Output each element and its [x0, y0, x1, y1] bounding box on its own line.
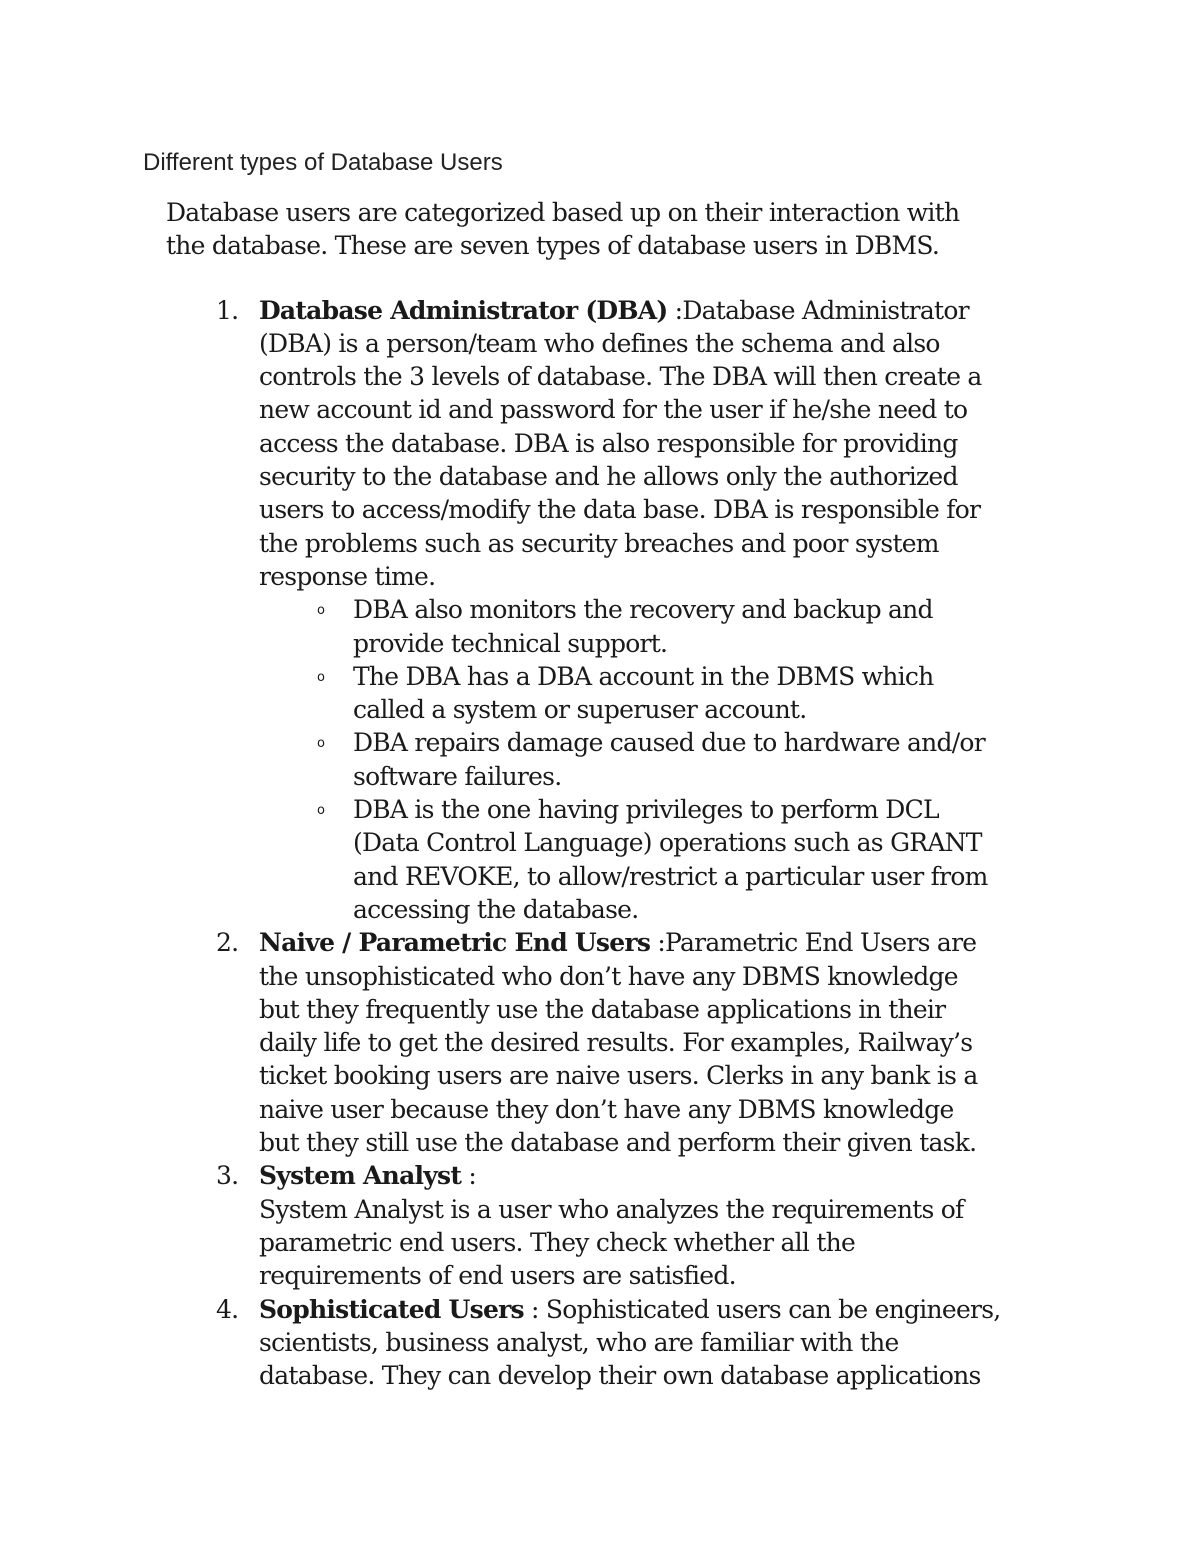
item-line: controls the 3 levels of database. The DBA will then create a — [259, 362, 982, 392]
bullet-icon: o — [317, 669, 325, 685]
item-line: daily life to get the desired results. For examples, Railway’s — [259, 1028, 973, 1058]
item-line: users to access/modify the data base. DBA is responsible for — [259, 495, 981, 525]
sub-list-item — [259, 726, 1066, 793]
item-line — [259, 1159, 1066, 1192]
item-line: scientists, business analyst, who are familiar with the — [259, 1327, 899, 1357]
item-line — [259, 1293, 1066, 1326]
item-line: access the database. DBA is also responsible for providing — [259, 428, 958, 458]
sub-item-line: DBA also monitors the recovery and backup and — [353, 595, 933, 625]
sub-list-item — [259, 593, 1066, 660]
item-text: :Parametric End Users are — [650, 928, 977, 958]
sub-item-line: DBA is the one having privileges to perform DCL — [353, 795, 939, 825]
sub-item-line: called a system or superuser account. — [353, 695, 807, 725]
item-line — [259, 926, 1066, 959]
item-term: Sophisticated Users — [259, 1294, 524, 1324]
item-line: requirements of end users are satisfied. — [259, 1261, 736, 1291]
list-item-sophisticated-users — [166, 1293, 1066, 1393]
item-text: :Database Administrator — [667, 295, 969, 325]
item-line: the unsophisticated who don’t have any DBMS knowledge — [259, 961, 958, 991]
list-item-system-analyst — [166, 1159, 1066, 1292]
list-number: 4. — [216, 1294, 239, 1324]
item-line: the problems such as security breaches and poor system — [259, 528, 939, 558]
item-text: : Sophisticated users can be engineers, — [523, 1294, 1001, 1324]
item-line: (DBA) is a person/team who defines the schema and also — [259, 328, 940, 358]
item-term: Database Administrator (DBA) — [259, 295, 668, 325]
item-line — [259, 294, 1066, 327]
item-line: database. They can develop their own database applications — [259, 1361, 981, 1391]
intro-line: Database users are categorized based up on their interaction with — [166, 198, 960, 227]
item-line: response time. — [259, 561, 436, 591]
list-number: 1. — [216, 295, 239, 325]
sub-item-line: (Data Control Language) operations such as GRANT — [353, 828, 982, 858]
sub-item-line: DBA repairs damage caused due to hardware and/or — [353, 728, 985, 758]
list-number: 3. — [216, 1161, 239, 1191]
item-line: naive user because they don’t have any DBMS knowledge — [259, 1094, 954, 1124]
sub-item-line: provide technical support. — [353, 628, 668, 658]
item-line: ticket booking users are naive users. Clerks in any bank is a — [259, 1061, 978, 1091]
item-term: System Analyst — [259, 1161, 462, 1191]
sub-item-line: The DBA has a DBA account in the DBMS which — [353, 661, 934, 691]
document-body — [166, 196, 1066, 1392]
dba-sublist — [259, 593, 1066, 926]
bullet-icon: o — [317, 736, 325, 752]
list-item-dba — [166, 294, 1066, 927]
item-line: parametric end users. They check whether all the — [259, 1227, 856, 1257]
item-line: but they frequently use the database applications in their — [259, 994, 946, 1024]
sub-item-line: accessing the database. — [353, 894, 639, 924]
list-number: 2. — [216, 928, 239, 958]
sub-item-line: and REVOKE, to allow/restrict a particular user from — [353, 861, 988, 891]
intro-paragraph — [166, 196, 1066, 263]
intro-line: the database. These are seven types of database users in DBMS. — [166, 231, 940, 261]
bullet-icon: o — [317, 803, 325, 819]
sub-item-line: software failures. — [353, 761, 562, 791]
page-title: Different types of Database Users — [143, 149, 503, 176]
list-item-naive-users — [166, 926, 1066, 1159]
sub-list-item — [259, 660, 1066, 727]
item-line: new account id and password for the user if he/she need to — [259, 395, 968, 425]
user-types-list — [166, 294, 1066, 1393]
bullet-icon: o — [317, 603, 325, 619]
item-line: System Analyst is a user who analyzes the requirements of — [259, 1194, 964, 1224]
item-line: but they still use the database and perform their given task. — [259, 1128, 977, 1158]
item-line: security to the database and he allows only the authorized — [259, 462, 958, 492]
item-term: Naive / Parametric End Users — [259, 928, 651, 958]
sub-list-item — [259, 793, 1066, 926]
item-text: : — [461, 1161, 477, 1191]
